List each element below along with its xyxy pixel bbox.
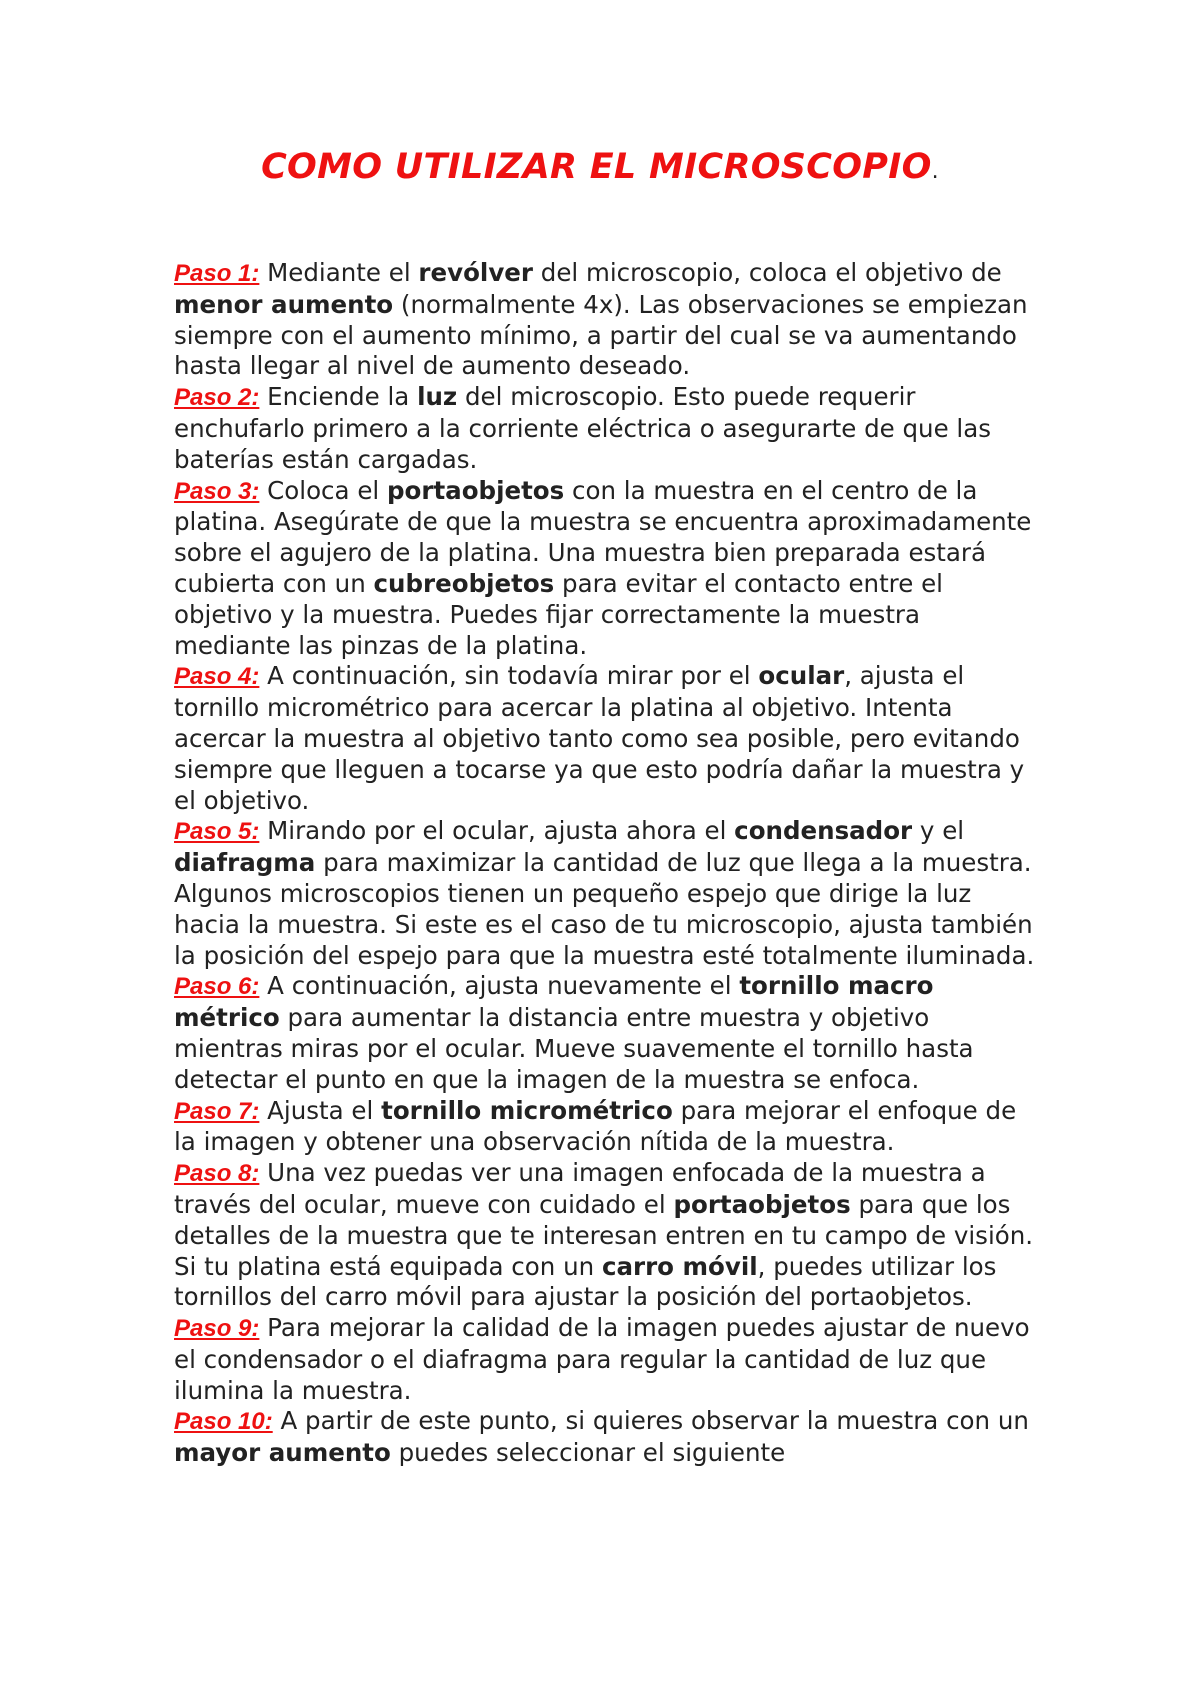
step-text: Una vez puedas ver una imagen enfocada de la muestra a través del ocular, mueve con cuidado el	[174, 1158, 986, 1219]
bold-term: condensador	[734, 816, 913, 846]
bold-term: revólver	[418, 258, 533, 287]
step-paragraph	[174, 476, 1044, 662]
title-text: COMO UTILIZAR EL MICROSCOPIO	[261, 147, 932, 187]
bold-term: luz	[417, 382, 458, 412]
step-text: Para mejorar la calidad de la imagen puedes ajustar de nuevo el condensador o el diafragma para regular la cantidad de luz que ilumina la muestra.	[174, 1313, 1030, 1405]
step-label: Paso 9:	[174, 1315, 260, 1343]
step-text: para aumentar la distancia entre muestra y objetivo mientras miras por el ocular. Mueve suavemente el tornillo hasta detectar el punto en que la imagen de la muestra se enfoca.	[174, 1003, 974, 1094]
step-text: del microscopio, coloca el objetivo de	[533, 258, 1002, 287]
bold-term: portaobjetos	[673, 1189, 851, 1219]
step-text: A continuación, ajusta nuevamente el	[259, 971, 740, 1001]
step-text: puedes seleccionar el siguiente	[390, 1438, 786, 1468]
bold-term: tornillo macro métrico	[174, 971, 934, 1033]
step-paragraph	[174, 258, 1044, 382]
step-text: A partir de este punto, si quieres observar la muestra con un	[272, 1406, 1029, 1436]
step-paragraph	[174, 1096, 1044, 1159]
step-text: para evitar el contacto entre el objetivo y la muestra. Puedes fijar correctamente la muestra mediante las pinzas de la platina.	[174, 568, 943, 660]
step-paragraph	[174, 382, 1044, 475]
step-text: , puedes utilizar los tornillos del carro móvil para ajustar la posición del portaobjetos.	[174, 1251, 997, 1312]
title-period: .	[931, 159, 939, 184]
bold-term: tornillo micrométrico	[381, 1095, 673, 1125]
bold-term: menor aumento	[174, 289, 394, 319]
step-label: Paso 8:	[174, 1160, 260, 1188]
step-text: Coloca el	[259, 475, 387, 505]
step-label: Paso 5:	[174, 818, 260, 846]
step-text: A continuación, sin todavía mirar por el	[259, 661, 759, 691]
step-label: Paso 3:	[174, 477, 260, 505]
bold-term: mayor aumento	[174, 1438, 391, 1468]
bold-term: cubreobjetos	[373, 568, 555, 598]
step-paragraph	[174, 1313, 1044, 1406]
bold-term: ocular	[758, 661, 845, 691]
step-paragraph	[174, 1406, 1044, 1469]
step-label: Paso 4:	[174, 663, 260, 691]
step-text: para mejorar el enfoque de la imagen y obtener una observación nítida de la muestra.	[174, 1095, 1017, 1157]
step-label: Paso 10:	[174, 1408, 273, 1436]
step-label: Paso 2:	[174, 384, 260, 412]
step-label: Paso 1:	[174, 260, 260, 287]
step-text: Enciende la	[259, 382, 418, 412]
step-text: del microscopio. Esto puede requerir enchufarlo primero a la corriente eléctrica o asegurarte de que las baterías están cargadas.	[174, 382, 992, 474]
steps-list	[174, 258, 1044, 1469]
step-text: para maximizar la cantidad de luz que llega a la muestra. Algunos microscopios tienen un pequeño espejo que dirige la luz hacia la muestra. Si este es el caso de tu microscopio, ajusta también la posición del espejo para que la muestra esté totalmente iluminada.	[174, 848, 1035, 970]
step-text: (normalmente 4x). Las observaciones se empiezan siempre con el aumento mínimo, a partir del cual se va aumentando hasta llegar al nivel de aumento deseado.	[174, 289, 1028, 381]
step-label: Paso 6:	[174, 973, 260, 1001]
bold-term: portaobjetos	[387, 475, 565, 505]
step-label: Paso 7:	[174, 1097, 260, 1125]
bold-term: carro móvil	[601, 1251, 758, 1281]
step-text: Ajusta el	[259, 1095, 382, 1125]
step-paragraph	[174, 661, 1044, 816]
step-text: Mirando por el ocular, ajusta ahora el	[259, 816, 735, 846]
step-paragraph	[174, 971, 1044, 1095]
bold-term: diafragma	[174, 848, 316, 878]
step-paragraph	[174, 816, 1044, 971]
step-paragraph	[174, 1158, 1044, 1313]
step-text: con la muestra en el centro de la platina. Asegúrate de que la muestra se encuentra aproximadamente sobre el agujero de la platina. Una muestra bien preparada estará cubierta con un	[174, 475, 1032, 598]
step-text: para que los detalles de la muestra que te interesan entren en tu campo de visión. Si tu platina está equipada con un	[174, 1189, 1034, 1281]
step-text: , ajusta el tornillo micrométrico para acercar la platina al objetivo. Intenta acercar la muestra al objetivo tanto como sea posible, pero evitando siempre que lleguen a tocarse ya que esto podría dañar la muestra y el objetivo.	[174, 661, 1025, 815]
step-text: y el	[912, 816, 965, 846]
step-text: Mediante el	[259, 258, 419, 287]
page-title	[0, 142, 1200, 197]
